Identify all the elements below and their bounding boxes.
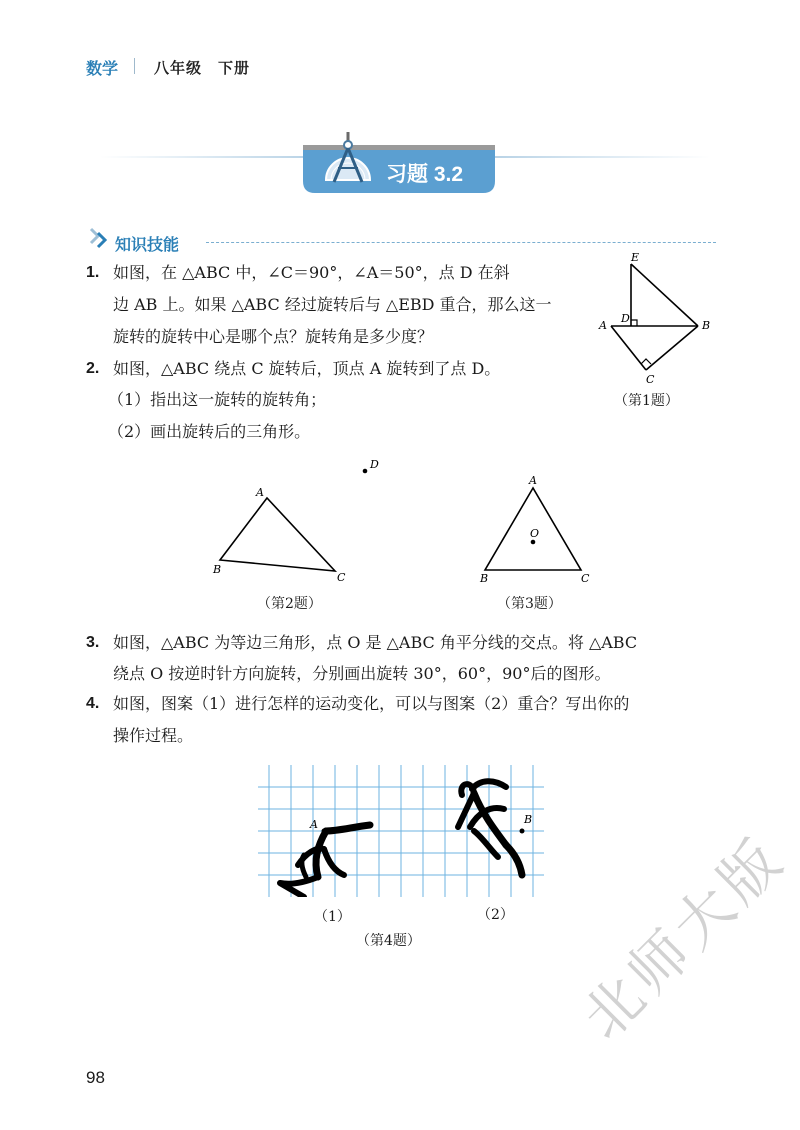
page-number: 98 (86, 1068, 105, 1087)
figure-4-sub-2: （2） (477, 907, 514, 923)
fig2-label-a: A (256, 486, 264, 499)
figure-4-caption: （第4题） (356, 933, 421, 949)
figure-4-sub-1: （1） (314, 909, 351, 925)
problem-4-number: 4. (86, 695, 100, 712)
problem-2-sub-2: （2）画出旋转后的三角形。 (108, 422, 311, 441)
problem-1-line-3: 旋转的旋转中心是哪个点？旋转角是多少度？ (113, 327, 434, 346)
fig3-label-o: O (530, 527, 540, 540)
banner-line-left (100, 156, 310, 158)
fig3-label-a: A (529, 474, 537, 487)
fig2-label-d: D (370, 458, 379, 471)
problem-1-number: 1. (86, 264, 100, 281)
fig2-label-b: B (213, 563, 222, 576)
problem-2-number: 2. (86, 360, 100, 377)
compass-protractor-icon (320, 128, 376, 190)
figure-3-diagram (470, 470, 600, 590)
figure-2-diagram (205, 455, 395, 585)
header-grade: 八年级 下册 (154, 60, 251, 77)
figure-4-grid (258, 765, 544, 897)
fig1-label-c: C (646, 373, 655, 386)
section-divider (206, 242, 716, 243)
figure-1-diagram (596, 250, 720, 390)
problem-3-number: 3. (86, 634, 100, 651)
banner-line-right (495, 156, 710, 158)
fig4-label-a: A (310, 818, 318, 831)
fig3-label-c: C (581, 572, 590, 585)
figure-1-caption: （第1题） (614, 393, 679, 409)
banner-title: 习题 3.2 (386, 163, 464, 186)
header-subject: 数学 (86, 61, 119, 78)
problem-2-line-1: 如图，△ABC 绕点 C 旋转后，顶点 A 旋转到了点 D。 (113, 359, 501, 378)
fig1-label-b: B (702, 319, 711, 332)
problem-1-line-2: 边 AB 上。如果 △ABC 经过旋转后与 △EBD 重合，那么这一 (113, 295, 552, 314)
header-divider (134, 58, 135, 74)
fig1-label-e: E (631, 251, 640, 264)
problem-1-line-1: 如图，在 △ABC 中，∠C＝90°，∠A＝50°，点 D 在斜 (113, 263, 510, 282)
fig1-label-d: D (621, 312, 630, 325)
figure-2-caption: （第2题） (257, 596, 322, 612)
problem-4-line-1: 如图，图案（1）进行怎样的运动变化，可以与图案（2）重合？写出你的 (113, 694, 630, 713)
problem-4-line-2: 操作过程。 (113, 726, 194, 745)
figure-3-caption: （第3题） (497, 596, 562, 612)
fig1-label-a: A (599, 319, 607, 332)
fig4-label-b: B (524, 813, 533, 826)
section-title: 知识技能 (115, 237, 180, 254)
chevron-right-icon (88, 226, 110, 250)
fig2-label-c: C (337, 571, 346, 584)
fig3-label-b: B (480, 572, 489, 585)
problem-3-line-1: 如图，△ABC 为等边三角形，点 O 是 △ABC 角平分线的交点。将 △ABC (113, 633, 638, 652)
problem-2-sub-1: （1）指出这一旋转的旋转角； (108, 390, 327, 409)
pattern-2 (458, 781, 522, 875)
publisher-watermark: 北师大版 (569, 823, 799, 1053)
problem-3-line-2: 绕点 O 按逆时针方向旋转，分别画出旋转 30°，60°，90°后的图形。 (113, 664, 611, 683)
